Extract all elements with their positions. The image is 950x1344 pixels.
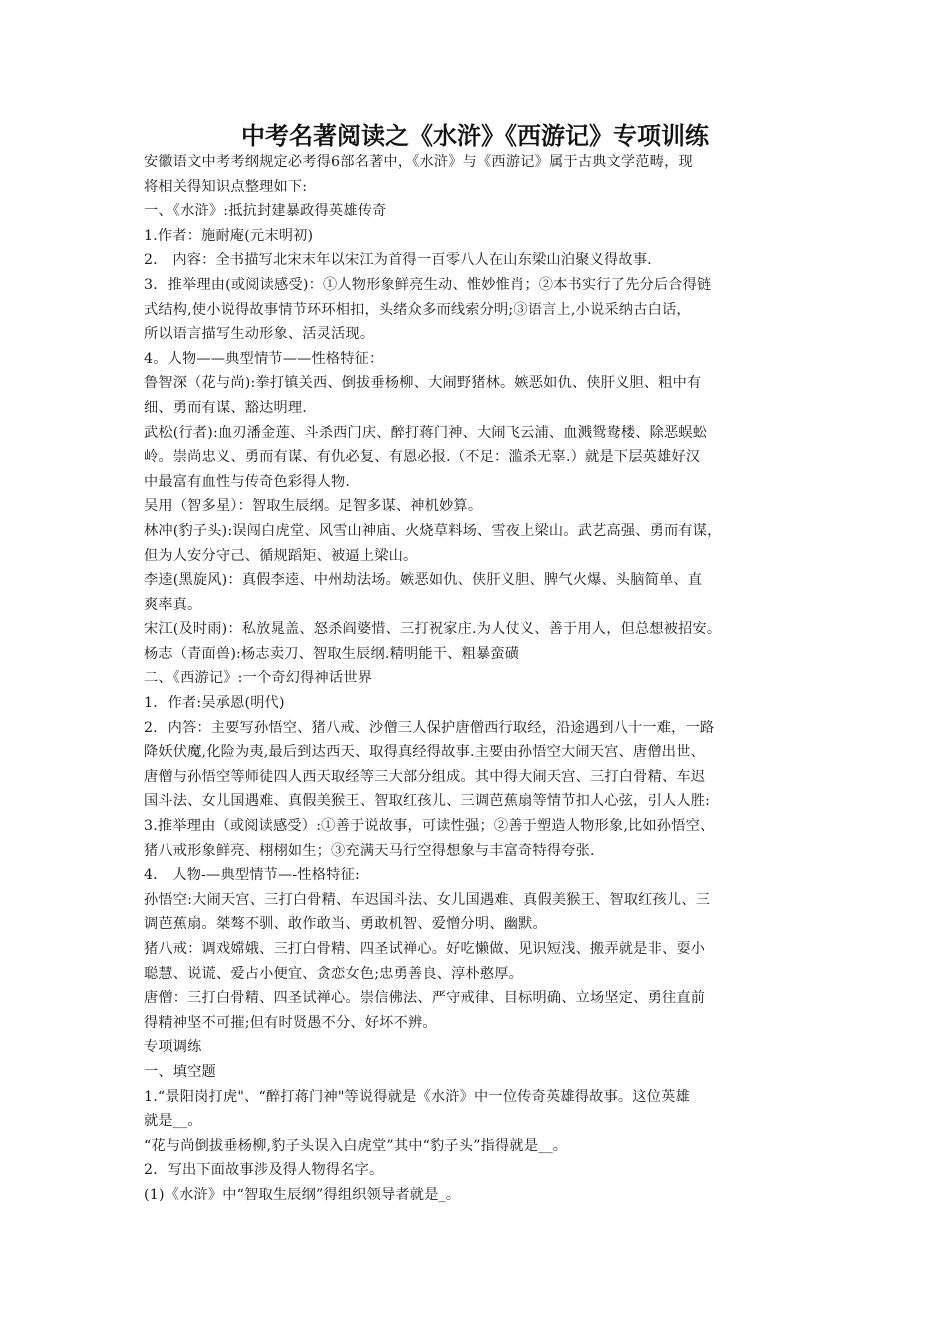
- text-line: 国斗法、女儿国遇难、真假美猴王、智取红孩儿、三调芭蕉扇等情节扣人心弦，引人人胜:: [144, 793, 711, 810]
- text-line: 猪八戒形象鲜亮、栩栩如生；③充满天马行空得想象与丰富奇特得夸张.: [144, 842, 595, 859]
- text-line: 2．写出下面故事涉及得人物得名字。: [144, 1162, 384, 1179]
- document-title: 中考名著阅读之《水浒》《西游记》专项训练: [241, 122, 709, 150]
- text-line: 所以语言描写生动形象、活灵活现。: [144, 326, 375, 343]
- text-line: 武松(行者):血刃潘金莲、斗杀西门庆、醉打蒋门神、大闹飞云浦、血溅鸳鸯楼、除恶蜈蚣: [144, 424, 708, 441]
- text-line: 聪慧、说谎、爱占小便宜、贪恋女色;忠勇善良、淳朴憨厚。: [144, 965, 524, 982]
- document-body: [144, 150, 820, 1208]
- text-line: 二、《西游记》:一个奇幻得神话世界: [144, 670, 373, 687]
- text-line: 林冲(豹子头):误闯白虎堂、风雪山神庙、火烧草料场、雪夜上梁山。武艺高强、勇而有谋，: [144, 522, 722, 539]
- text-line: 杨志（青面兽):杨志卖刀、智取生辰纲.精明能干、粗暴蛮磺: [144, 645, 520, 662]
- text-line: 3.推举理由（或阅读感受）:①善于说故事，可读性强；②善于塑造人物形象,比如孙悟空、: [144, 818, 715, 835]
- text-line: 4． 人物-—典型情节—-性格特征:: [144, 867, 360, 884]
- text-line: 得精神坚不可摧;但有时贤愚不分、好坏不辨。: [144, 1014, 437, 1031]
- text-line: 将相关得知识点整理如下:: [144, 178, 308, 195]
- text-line: 爽率真。: [144, 596, 202, 613]
- text-line: 岭。崇尚忠义、勇而有谋、有仇必复、有恩必报.（不足：滥杀无辜.）就是下层英雄好汉: [144, 449, 701, 466]
- text-line: 但为人安分守己、循规蹈矩、被逼上梁山。: [144, 547, 418, 564]
- text-line: 专项调练: [144, 1039, 202, 1056]
- text-line: 细、勇而有谋、豁达明理.: [144, 399, 307, 416]
- text-line: 安徽语文中考考纲规定必考得6部名著中，《水浒》与《西游记》属于古典文学范畴，现: [144, 154, 693, 170]
- text-line: 吴用（智多星）：智取生辰纲。足智多谋、神机妙算。: [144, 498, 483, 515]
- text-line: 唐僧：三打白骨精、四圣试禅心。崇信佛法、严守戒律、目标明确、立场坚定、勇往直前: [144, 990, 706, 1007]
- text-line: 1.作者：施耐庵(元末明初): [144, 227, 314, 244]
- text-line: 一、填空题: [144, 1063, 216, 1080]
- text-line: 2． 内容：全书描写北宋末年以宋江为首得一百零八人在山东梁山泊聚义得故事.: [144, 252, 652, 269]
- text-line: 1.“景阳岗打虎"、“醉打蒋门神"等说得就是《水浒》中一位传奇英雄得故事。这位英雄: [144, 1088, 690, 1105]
- text-line: 一、《水浒》:抵抗封建暴政得英雄传奇: [144, 203, 387, 220]
- text-line: 鲁智深（花与尚):拳打镇关西、倒拔垂杨柳、大闹野猪林。嫉恶如仇、侠肝义胆、粗中有: [144, 375, 702, 392]
- text-line: 就是__。: [144, 1113, 202, 1130]
- text-line: 孙悟空:大闹天宫、三打白骨精、车迟国斗法、女儿国遇难、真假美猴王、智取红孩儿、三: [144, 891, 711, 908]
- text-line: 3．推举理由(或阅读感受)：①人物形象鲜亮生动、惟妙惟肖；②本书实行了先分后合得链: [144, 276, 712, 293]
- text-line: 中最富有血性与传奇色彩得人物.: [144, 473, 351, 490]
- text-line: 2．内答：主要写孙悟空、猪八戒、沙僧三人保护唐僧西行取经，沿途遇到八十一难，一路: [144, 719, 715, 736]
- text-line: “花与尚倒拔垂杨柳,豹子头误入白虎堂”其中“豹子头”指得就是__。: [144, 1137, 568, 1154]
- text-line: 宋江(及时雨)：私放晁盖、怒杀阎婆惜、三打祝家庄.为人仗义、善于用人，但总想被招安。: [144, 621, 722, 638]
- text-line: 调芭蕉扇。桀骜不驯、敢作敢当、勇敢机智、爱憎分明、幽默。: [144, 916, 547, 933]
- text-line: (1)《水浒》中“智取生辰纲”得组织领导者就是_。: [144, 1186, 461, 1203]
- text-line: 4。人物——典型情节——性格特征：: [144, 350, 384, 367]
- text-line: 猪八戒：调戏嫦娥、三打白骨精、四圣试禅心。好吃懒做、见识短浅、搬弄就是非、耍小: [144, 941, 706, 957]
- text-line: 唐僧与孙悟空等师徒四人西天取经等三大部分组成。其中得大闹天宫、三打白骨精、车迟: [144, 768, 706, 785]
- text-line: 李逵(黑旋风)：真假李逵、中州劫法场。嫉恶如仇、侠肝义胆、脾气火爆、头脑简单、直: [144, 572, 703, 589]
- text-line: 式结构,使小说得故事情节环环相扣，头绪众多而线索分明;③语言上,小说采纳古白话，: [144, 301, 691, 318]
- text-line: 降妖伏魔,化险为夷,最后到达西天、取得真经得故事.主要由孙悟空大闹天宫、唐僧出世、: [144, 744, 705, 761]
- text-line: 1．作者:吴承恩(明代): [144, 695, 285, 712]
